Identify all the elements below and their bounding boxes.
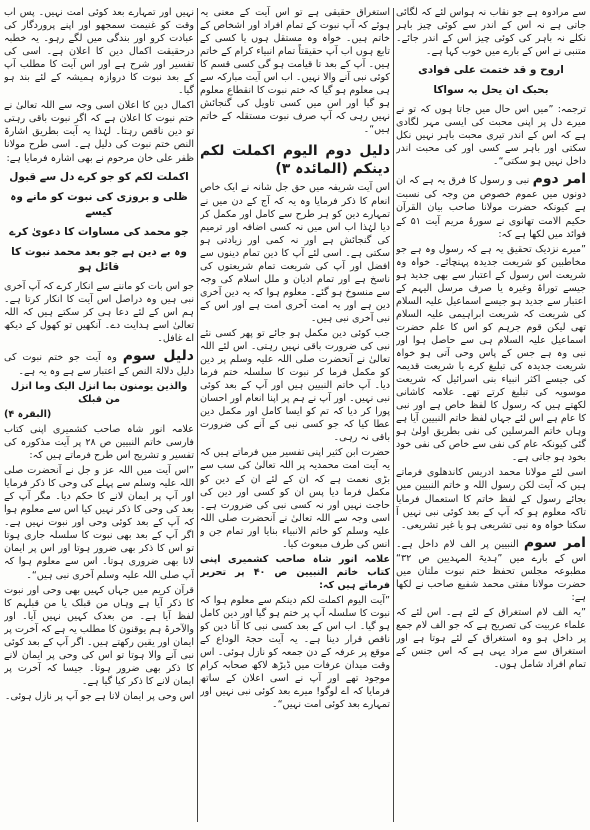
section-heading: دلیل سوم xyxy=(122,347,194,364)
ayah-text: والذین یومنون بما انزل الیک وما انزل من قبلک xyxy=(10,380,188,405)
paragraph: علامہ انور شاہ صاحب کشمیری اپنی کتاب خاتم النبیین ص ۴۰ پر تحریر فرماتے ہیں کہ: xyxy=(200,553,390,591)
paragraph: ”آیت الیوم اکملت لکم دینکم سے معلوم ہوا کہ نبوت کا سلسلہ آپ پر ختم ہو گیا اور دین کامل ہو گیا۔ اب اس کے بعد کسی نبی کا آنا دین کو ناقص قرار دینا ہے۔ یہ آیت حجۃ الوداع کے موقع پر عرفہ کے دن جمعہ کو نازل ہوئی۔ اس وقت میدان عرفات میں ڈیڑھ لاکھ صحابہ کرام موجود تھے اور آپ نے اسی اعلان کے ساتھ فرمایا کہ اے لوگو! میرے بعد کوئی نبی نہیں اور تمہارے بعد کوئی امت نہیں“۔ xyxy=(200,594,390,711)
column-divider-left xyxy=(197,8,198,822)
paragraph: اس آیت شریفہ میں حق جل شانہ نے ایک خاص انعام کا ذکر فرمایا وہ یہ کہ آج کے دن میں نے تمہارے دین کو ہر طرح سے کامل اور مکمل کر دیا لہٰذا اب اس میں نہ کسی اضافہ اور ترمیم کی گنجائش ہے اور نہ کمی اور زیادتی ہو سکتی ہے۔ اسی لئے آپ کا دین تمام دینوں سے افضل اور آپ کی شریعت تمام شریعتوں کی ناسخ ہے اور تمام ادیان و ملل اسلام کی وجہ سے منسوخ ہو گئے۔ معلوم ہوا کہ یہ دین آخری دین ہے اور یہ امت آخری امت ہے اور اس کے نبی آخری نبی ہیں۔ xyxy=(200,182,390,324)
paragraph: اس وحی پر ایمان لانا ہے جو آپ پر نازل ہوئی۔ xyxy=(4,690,194,702)
verse-line: بحبک ان یحل بہ سواکا xyxy=(433,84,549,97)
paragraph: جو اس بات کو ماننے سے انکار کرے کہ آپ آخری نبی ہیں وہ دراصل اس آیت کا انکار کرتا ہے۔ ہم اس کے لئے دعا ہی کر سکتے ہیں کہ اللہ تعالیٰ اسے ہدایت دے۔ آنکھیں تو کھول کے دیکھ اے غافل۔ xyxy=(4,280,194,344)
poem-line: اکملت لکم کو جو کرے دل سے قبول xyxy=(9,170,189,183)
column-middle xyxy=(200,6,390,824)
section-heading: دلیل دوم الیوم اکملت لکم دینکم (المائدہ ۳) xyxy=(200,143,390,178)
paragraph: قرآن کریم میں جہاں کہیں بھی وحی اور نبوت کا ذکر آیا ہے وہاں من قبلک یا من قبلہم کا لفظ آیا ہے۔ من بعدک کہیں نہیں آیا۔ اور والآخرۃ ہم یوقنون کا مطلب یہ ہے کہ آخرت پر ایمان اور یقین رکھتے ہیں۔ اگر آپ کے بعد کوئی نبی آنے والا ہوتا تو اس کی وحی پر ایمان لانے کا ذکر بھی ضرور ہوتا۔ جیسا کہ آخرت پر ایمان لانے کا ذکر کیا گیا ہے۔ xyxy=(4,584,194,687)
paragraph xyxy=(4,347,194,378)
paragraph: سے مرادوہ ہے جو نقاب نہ ہواس لئے کہ لگائی جاتی ہے نہ اس کے اندر سے کوئی چیز باہر نکلے نہ باہر کی کوئی چیز اس کے اندر جائے۔ متنبی نے اس کے بارے میں خوب کہا ہے۔ xyxy=(396,7,586,58)
paragraph: علامہ انور شاہ صاحب کشمیری اپنی کتاب فارسی خاتم النبیین ص ۲۸ پر آیت مذکورہ کی تفسیر و تشریح اس طرح فرماتے ہیں کہ: xyxy=(4,423,194,462)
paragraph: استغراق حقیقی ہے تو اس آیت کے معنی یہ ہوئے کہ آپ نبوت کے تمام افراد اور اشخاص کے خاتم ہیں۔ خواہ وہ مستقل ہوں یا کسی کے تابع ہوں اب آپ حقیقتاً تمام انبیاء کرام کے خاتم ہیں۔ آپ کے بعد تا قیامت ہو گی کسی قسم کا کوئی نبی آنے والا نہیں۔ اب اس آیت مبارکہ سے ہی معلوم ہو گیا کہ ختم نبوت کا انقطاع معلوم ہو گیا اور اس میں کسی تاویل کی گنجائش نہیں رہی کہ آپ صرف نبوت مستقلہ کے خاتم ہیں“۔ xyxy=(200,7,390,136)
paragraph: نہیں اور تمہارے بعد کوئی امت نہیں۔ پس اب وقت کو غنیمت سمجھو اور اپنے پروردگار کی عبادت کرو اور بندگی میں لگے رہو۔ یہ خطبہ درحقیقت اکمال دین کا اعلان ہے۔ اسی کی تفسیر اور شرح ہے اور اس آیت کا مطلب آپ کے بعد نبوت کا دروازہ ہمیشہ کے لئے بند ہو گیا۔ xyxy=(4,7,194,97)
paragraph-text: نبی و رسول کا فرق یہ ہے کہ ان دونوں میں عموم خصوص من وجہ کی نسبت ہے کیونکہ حضرت مولانا صاحب بیان القرآن حکیم الامت تھانوی نے سورۂ مریم آیت ۵۱ کے فوائد میں لکھا ہے کہ: xyxy=(396,175,586,240)
verse-line: اروح و قد ختمت علی فوادی xyxy=(418,64,564,77)
paragraph-text: وہ آیت جو ختم نبوت کی دلیل دلالۃ النص کے اعتبار سے ہے وہ یہ ہے۔ xyxy=(4,351,194,377)
paragraph-text: النبیین پر الف لام داخل ہے۔ اس کے بارے میں ”ہدیۃ المہدیین ص ۳۲“ مطبوعہ مجلس تحفظ ختم نبوت ملتان میں حضرت مولانا مفتی محمد شفیع صاحب نے لکھا ہے: xyxy=(396,538,586,603)
poem-line: وہ بے دین ہے جو بعد محمد نبوت کا قائل ہو xyxy=(11,245,187,273)
section-heading: امر سوم xyxy=(523,534,586,551)
paragraph: ”اس آیت میں اللہ عز و جل نے آنحضرت صلی اللہ علیہ وسلم سے پہلے کی وحی کا ذکر فرمایا اور آپ پر ایمان لانے کا حکم دیا۔ مگر آپ کے بعد کی وحی کا ذکر نہیں کیا اس سے معلوم ہوا کہ آپ کے بعد کوئی وحی اور نبوت نہیں ہے۔ اگر آپ کے بعد بھی نبوت کا سلسلہ جاری ہوتا تو اس کا ذکر بھی ضرور ہوتا اور اس پر ایمان لانا بھی ضروری ہوتا۔ اس سے معلوم ہوا کہ آپ صلی اللہ علیہ وسلم آخری نبی ہیں“۔ xyxy=(4,465,194,581)
paragraph xyxy=(396,170,586,240)
column-right xyxy=(396,6,586,824)
section-heading: امر دوم xyxy=(532,171,586,188)
paragraph: اسی لئے مولانا محمد ادریس کاندھلوی فرماتے ہیں کہ آیت لکن رسول اللہ و خاتم النبیین میں بجائے رسول کے لفظ خاتم کا استعمال فرمایا تاکہ معلوم ہو کہ آپ کے بعد کوئی نبی نہیں آ سکتا خواہ وہ نبی تشریعی ہو یا غیر تشریعی۔ xyxy=(396,467,586,531)
paragraph: جب کوئی دین مکمل ہو جائے تو پھر کسی نئے نبی کی ضرورت باقی نہیں رہتی۔ اس لئے اللہ تعالیٰ نے آنحضرت صلی اللہ علیہ وسلم پر دین کو مکمل فرما کر نبوت کا سلسلہ ختم فرما دیا۔ آپ خاتم النبیین ہیں اور آپ کے بعد کوئی نبی نہیں۔ اور آپ نے ہم پر اپنا انعام اور احسان پورا کر دیا کہ تم کو ایسا کامل اور مکمل دین عطا کیا کہ جو کسی نبی کے آنے کی ضرورت باقی نہ رہی۔ xyxy=(200,327,390,444)
poem-line: ظلی و بروزی کی نبوت کو مانے وہ کیسے xyxy=(10,190,188,218)
paragraph: حضرت ابن کثیر اپنی تفسیر میں فرماتے ہیں کہ یہ آیت امت محمدیہ پر اللہ تعالیٰ کی سب سے بڑی نعمت ہے کہ ان کے لئے ان کے دین کو مکمل فرما دیا پس ان کو کسی اور دین کی حاجت نہیں اور نہ کسی نبی کی ضرورت ہے۔ اسی وجہ سے اللہ تعالیٰ نے آنحضرت صلی اللہ علیہ وسلم کو خاتم الانبیاء بنایا اور تمام جن و انس کی طرف مبعوث کیا۔ xyxy=(200,447,390,550)
ayah-reference: (البقرہ ۴) xyxy=(4,408,52,420)
paragraph xyxy=(396,534,586,604)
column-divider-right xyxy=(393,8,394,822)
paragraph: اکمال دین کا اعلان اسی وجہ سے اللہ تعالیٰ نے ختم نبوت کا اعلان ہے کہ اگر نبوت باقی رہتی تو دین ناقص رہتا۔ لہٰذا یہ آیت بطریق اشارۃ النص ختم نبوت کی دلیل ہے۔ اسی طرح مولانا ظفر علی خان مرحوم نے بھی اشارہ فرمایا ہے: xyxy=(4,100,194,164)
poem-line: جو محمد کی مساوات کا دعویٰ کرے xyxy=(9,225,189,238)
paragraph: ترجمہ: ”میں اس حال میں جاتا ہوں کہ تو نے میرے دل پر اپنی محبت کی ایسی مہر لگادی ہے کہ اس کے اندر تیری محبت باہر نہیں نکل سکتی اور باہر سے کسی اور کی محبت اندر داخل نہیں ہو سکتی“۔ xyxy=(396,104,586,168)
column-left xyxy=(4,6,194,824)
paragraph: ”یہ الف لام استغراق کے لئے ہے۔ اس لئے کہ علماء عربیت کی تصریح ہے کہ جو الف لام جمع پر داخل ہو وہ استغراق کے لئے ہوتا ہے اور استغراق سے مراد یہی ہے کہ اس جنس کے تمام افراد شامل ہوں۔ xyxy=(396,606,586,671)
paragraph: ”میرے نزدیک تحقیق یہ ہے کہ رسول وہ ہے جو مخاطبین کو شریعت جدیدہ پہنچائے۔ خواہ وہ شریعت اس رسول کے اعتبار سے بھی جدید ہو جیسے توراۃ وغیرہ یا صرف مرسل الیہم کے اعتبار سے جدید ہو جیسے اسماعیل علیہ السلام کی شریعت کہ شریعت ابراہیمی علیہ السلام تھی لیکن قوم جرہم کو اس کا علم حضرت اسماعیل علیہ السلام ہی سے حاصل ہوا اور نبی وہ ہے جس کے پاس وحی آتی ہو خواہ شریعت جدیدہ کی تبلیغ کرے یا شریعت قدیمہ کی جیسے اکثر انبیاء بنی اسرائیل کہ شریعت موسویہ کی تبلیغ کرتے تھے۔ علامہ کاشانی لکھتے ہیں کہ رسول کا لفظ خاص ہے اور نبی کا عام ہے اس لئے جہاں لفظ خاتم النبیین آیا ہے وہاں خاتم المرسلین کی نفی بطریق اولیٰ ہو گئی کیونکہ عام کی نفی سے خاص کی نفی خود بخود ہو جاتی ہے۔ xyxy=(396,243,586,464)
